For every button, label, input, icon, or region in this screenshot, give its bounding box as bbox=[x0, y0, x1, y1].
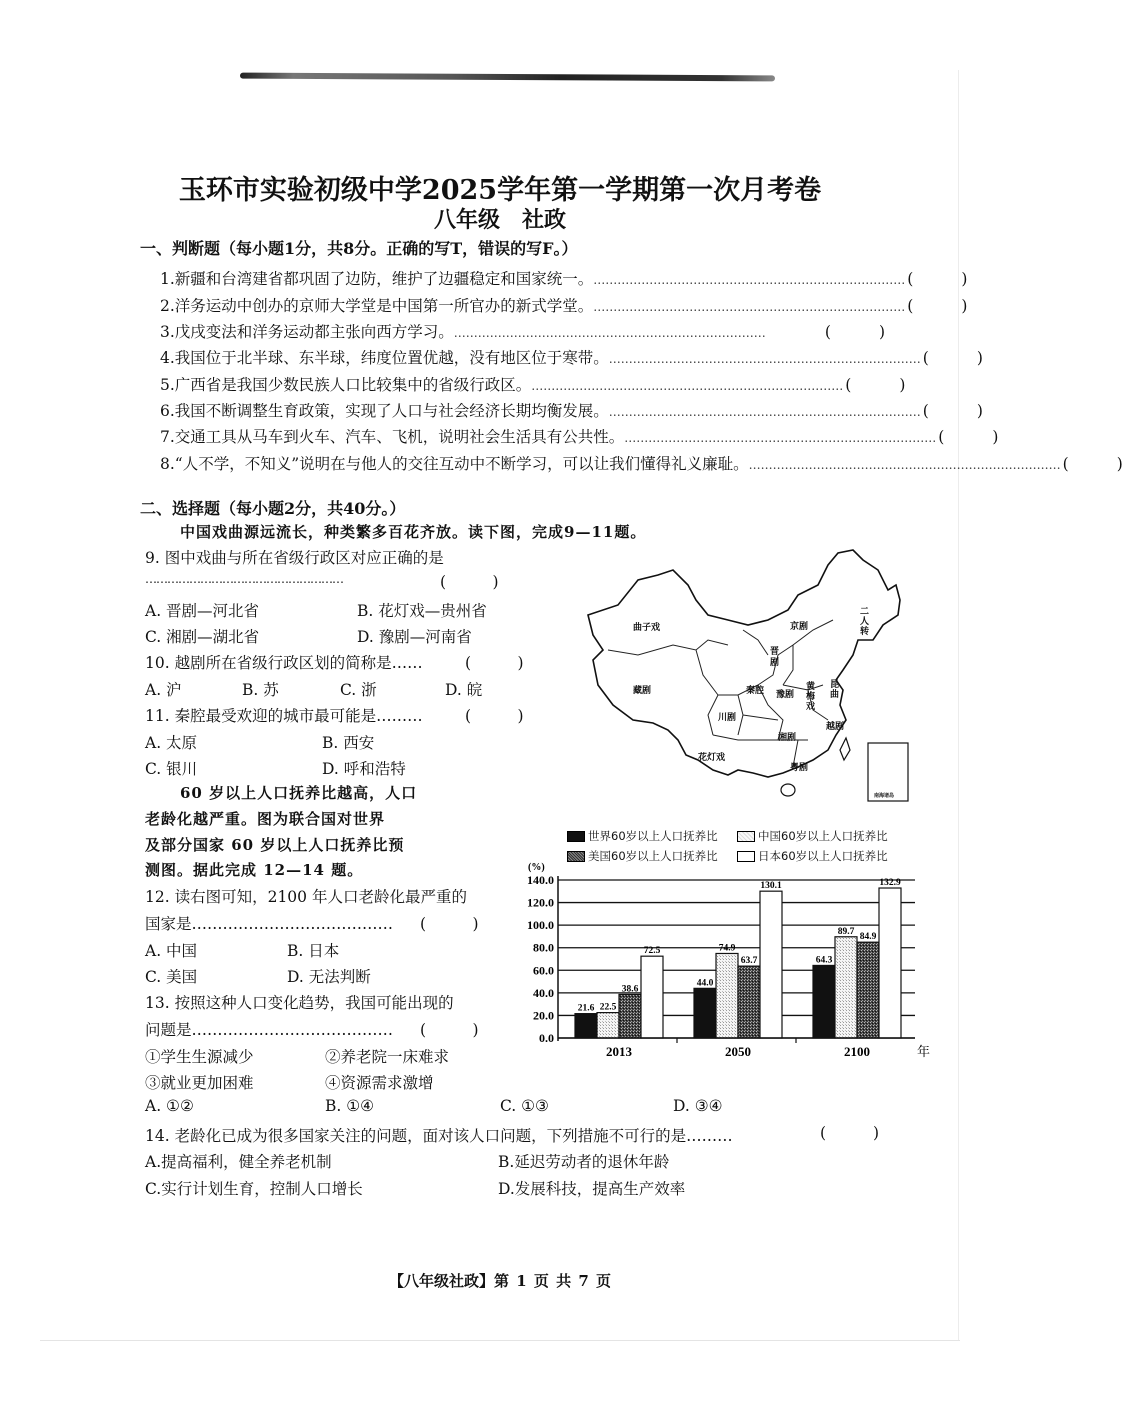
map-label-kunqu: 昆曲 bbox=[830, 680, 840, 700]
answer-paren-right: ) bbox=[961, 297, 968, 315]
map-label-quzixi: 曲子戏 bbox=[633, 623, 661, 633]
q9-option-d[interactable]: D. 豫剧—河南省 bbox=[357, 628, 472, 646]
bar-value-label: 64.3 bbox=[815, 955, 833, 966]
q14-option-b[interactable]: B.延迟劳动者的退休年龄 bbox=[498, 1153, 670, 1171]
intro-12-14-line1: 60 岁以上人口抚养比越高，人口 bbox=[180, 784, 418, 802]
item-text: 4.我国位于北半球、东半球，纬度位置优越，没有地区位于寒带。 bbox=[160, 349, 609, 367]
q12-option-d[interactable]: D. 无法判断 bbox=[287, 968, 371, 986]
item-text: 7.交通工具从马车到火车、汽车、飞机，说明社会生活具有公共性。 bbox=[160, 428, 625, 446]
q10-stem: 10. 越剧所在省级行政区划的简称是…… bbox=[145, 654, 423, 672]
item-text: 5.广西省是我国少数民族人口比较集中的省级行政区。 bbox=[160, 376, 532, 394]
legend-swatch-china bbox=[737, 831, 755, 842]
map-label-yueju-guangdong: 粤剧 bbox=[790, 763, 809, 773]
q13-option-c[interactable]: C. ①③ bbox=[500, 1097, 549, 1115]
answer-paren-left[interactable]: ( bbox=[1062, 455, 1069, 473]
bar-2-2050 bbox=[738, 966, 760, 1038]
y-axis-label: (%) bbox=[528, 862, 545, 873]
map-label-zangju: 藏剧 bbox=[633, 686, 652, 696]
leader-dots: …………………………………………………………………… bbox=[748, 458, 1061, 472]
true-false-item bbox=[160, 267, 968, 289]
bar-value-label: 74.9 bbox=[718, 943, 736, 954]
bar-1-2013 bbox=[597, 1013, 619, 1038]
q13-stem-line2: 问题是………………………………… bbox=[145, 1021, 394, 1039]
bar-1-2050 bbox=[716, 953, 738, 1038]
q9-stem: 9. 图中戏曲与所在省级行政区对应正确的是 bbox=[145, 549, 444, 567]
true-false-item bbox=[160, 320, 885, 342]
q14-answer-paren-left[interactable]: ( bbox=[820, 1124, 827, 1142]
q13-statement-1: ①学生生源减少 bbox=[145, 1048, 254, 1066]
q13-option-a[interactable]: A. ①② bbox=[145, 1097, 194, 1115]
y-tick-label: 140.0 bbox=[527, 873, 554, 887]
bar-0-2050 bbox=[694, 988, 716, 1038]
true-false-item bbox=[160, 346, 983, 368]
map-label-huadengxi: 花灯戏 bbox=[698, 753, 726, 763]
q13-statement-2: ②养老院一床难求 bbox=[325, 1048, 450, 1066]
answer-paren-left[interactable]: ( bbox=[922, 402, 929, 420]
x-tick-label: 2050 bbox=[725, 1044, 751, 1059]
intro-12-14-line4: 测图。据此完成 12—14 题。 bbox=[145, 861, 364, 879]
q11-option-b[interactable]: B. 西安 bbox=[322, 734, 375, 752]
leader-dots: …………………………………………………………………… bbox=[608, 405, 921, 419]
y-tick-label: 0.0 bbox=[539, 1031, 554, 1045]
q9-answer-paren[interactable]: ( ) bbox=[440, 573, 499, 591]
q12-option-c[interactable]: C. 美国 bbox=[145, 968, 198, 986]
q11-option-a[interactable]: A. 太原 bbox=[145, 734, 198, 752]
bar-value-label: 21.6 bbox=[577, 1003, 595, 1014]
intro-9-11: 中国戏曲源远流长，种类繁多百花齐放。读下图，完成9—11题。 bbox=[180, 523, 647, 541]
true-false-item bbox=[160, 373, 906, 395]
y-tick-label: 20.0 bbox=[533, 1008, 554, 1023]
q10-option-a[interactable]: A. 沪 bbox=[145, 681, 182, 699]
leader-dots: …………………………………………………………………… bbox=[624, 431, 937, 445]
answer-paren-right: ) bbox=[992, 428, 999, 446]
leader-dots: …………………………………………………………………… bbox=[453, 326, 766, 340]
q12-option-b[interactable]: B. 日本 bbox=[287, 942, 340, 960]
legend-label-china: 中国60岁以上人口抚养比 bbox=[758, 829, 888, 843]
map-label-chuanju: 川剧 bbox=[718, 713, 737, 723]
page-footer: 【八年级社政】第 1 页 共 7 页 bbox=[389, 1272, 611, 1290]
q13-answer-paren[interactable]: ( ) bbox=[420, 1021, 479, 1039]
q10-option-d[interactable]: D. 皖 bbox=[445, 681, 483, 699]
true-false-item bbox=[160, 294, 968, 316]
legend-item-china bbox=[737, 828, 888, 844]
bar-2-2013 bbox=[619, 994, 641, 1038]
q10-answer-paren[interactable]: ( ) bbox=[465, 654, 524, 672]
true-false-item bbox=[160, 425, 999, 447]
answer-paren-right: ) bbox=[899, 376, 906, 394]
q14-option-a[interactable]: A.提高福利，健全养老机制 bbox=[145, 1153, 332, 1171]
q14-option-d[interactable]: D.发展科技，提高生产效率 bbox=[498, 1180, 686, 1198]
answer-paren-right: ) bbox=[961, 270, 968, 288]
q12-option-a[interactable]: A. 中国 bbox=[145, 942, 198, 960]
q9-option-a[interactable]: A. 晋剧—河北省 bbox=[145, 602, 260, 620]
answer-paren-left[interactable]: ( bbox=[845, 376, 852, 394]
q11-option-c[interactable]: C. 银川 bbox=[145, 760, 198, 778]
y-tick-label: 60.0 bbox=[533, 963, 554, 978]
bar-value-label: 84.9 bbox=[859, 932, 877, 943]
bar-value-label: 89.7 bbox=[837, 926, 855, 937]
legend-label-world: 世界60岁以上人口抚养比 bbox=[588, 829, 718, 843]
true-false-item bbox=[160, 452, 1123, 474]
q9-option-b[interactable]: B. 花灯戏—贵州省 bbox=[357, 602, 487, 620]
bar-value-label: 130.1 bbox=[760, 881, 782, 892]
q13-option-d[interactable]: D. ③④ bbox=[673, 1097, 723, 1115]
page-edge bbox=[40, 1340, 960, 1341]
map-label-qinqiang: 秦腔 bbox=[746, 686, 765, 696]
exam-title: 玉环市实验初级中学2025学年第一学期第一次月考卷 bbox=[178, 175, 822, 206]
y-tick-label: 100.0 bbox=[527, 918, 554, 933]
q10-option-c[interactable]: C. 浙 bbox=[340, 681, 377, 699]
q11-option-d[interactable]: D. 呼和浩特 bbox=[322, 760, 406, 778]
answer-paren-left[interactable]: ( bbox=[907, 270, 914, 288]
leader-dots: …………………………………………………………………… bbox=[608, 352, 921, 366]
true-false-item bbox=[160, 399, 983, 421]
china-map-outline bbox=[578, 545, 923, 807]
y-tick-label: 120.0 bbox=[527, 895, 554, 910]
q13-statement-3: ③就业更加困难 bbox=[145, 1074, 254, 1092]
bar-3-2013 bbox=[641, 956, 663, 1038]
scan-artifact bbox=[240, 73, 775, 82]
x-tick-label: 2100 bbox=[844, 1044, 870, 1059]
bar-value-label: 132.9 bbox=[879, 878, 901, 889]
map-label-huangmeixi: 黄梅戏 bbox=[806, 682, 816, 712]
answer-paren-left[interactable]: ( bbox=[907, 297, 914, 315]
china-opera-map bbox=[578, 545, 923, 807]
bar-0-2100 bbox=[813, 965, 835, 1038]
q10-option-b[interactable]: B. 苏 bbox=[242, 681, 279, 699]
bar-2-2100 bbox=[857, 942, 879, 1038]
map-label-errenzhuan: 二人转 bbox=[860, 607, 870, 637]
answer-paren-left[interactable]: ( bbox=[922, 349, 929, 367]
bar-value-label: 44.0 bbox=[696, 978, 714, 989]
page-edge bbox=[958, 70, 959, 1341]
dependency-ratio-chart bbox=[510, 860, 930, 1070]
bar-0-2013 bbox=[575, 1014, 597, 1038]
answer-paren-right: ) bbox=[976, 349, 983, 367]
map-label-xiangju: 湘剧 bbox=[778, 733, 797, 743]
q14-answer-paren-right: ) bbox=[873, 1124, 880, 1142]
x-tick-label: 2013 bbox=[606, 1044, 632, 1059]
answer-paren-left[interactable]: ( bbox=[824, 323, 831, 341]
leader-dots: …………………………………………………………………… bbox=[593, 300, 906, 314]
q14-stem: 14. 老龄化已成为很多国家关注的问题，面对该人口问题，下列措施不可行的是……… bbox=[145, 1127, 733, 1145]
item-text: 2.洋务运动中创办的京师大学堂是中国第一所官办的新式学堂。 bbox=[160, 297, 594, 315]
x-axis-label: 年 bbox=[917, 1045, 931, 1060]
item-text: 3.戊戌变法和洋务运动都主张向西方学习。 bbox=[160, 323, 454, 341]
leader-dots: …………………………………………………………………… bbox=[531, 379, 844, 393]
map-label-jingju: 京剧 bbox=[790, 622, 809, 632]
bar-value-label: 38.6 bbox=[621, 984, 639, 995]
map-label-yueju-zhejiang: 越剧 bbox=[826, 722, 845, 732]
q11-answer-paren[interactable]: ( ) bbox=[465, 707, 524, 725]
section1-heading: 一、判断题（每小题1分，共8分。正确的写T，错误的写F。） bbox=[140, 239, 578, 258]
chart-svg bbox=[510, 860, 930, 1070]
leader-dots: …………………………………………………………………… bbox=[593, 273, 906, 287]
q13-stem-line1: 13. 按照这种人口变化趋势，我国可能出现的 bbox=[145, 994, 454, 1012]
bar-3-2050 bbox=[760, 891, 782, 1038]
legend-item-world bbox=[567, 828, 718, 844]
map-inset-label: 南海诸岛 bbox=[874, 793, 895, 799]
q14-option-c[interactable]: C.实行计划生育，控制人口增长 bbox=[145, 1180, 363, 1198]
q9-dots: ……………………………………………… bbox=[145, 572, 343, 586]
y-tick-label: 40.0 bbox=[533, 985, 554, 1000]
map-label-jinju: 晋剧 bbox=[770, 647, 780, 668]
q12-stem-line1: 12. 读右图可知，2100 年人口老龄化最严重的 bbox=[145, 888, 467, 906]
legend-swatch-world bbox=[567, 831, 585, 842]
intro-12-14-line2: 老龄化越严重。图为联合国对世界 bbox=[145, 810, 386, 828]
y-tick-label: 80.0 bbox=[533, 940, 554, 955]
intro-12-14-line3: 及部分国家 60 岁以上人口抚养比预 bbox=[145, 836, 405, 854]
answer-paren-left[interactable]: ( bbox=[938, 428, 945, 446]
answer-paren-right: ) bbox=[1116, 455, 1123, 473]
q12-answer-paren[interactable]: ( ) bbox=[420, 915, 479, 933]
item-text: 6.我国不断调整生育政策，实现了人口与社会经济长期均衡发展。 bbox=[160, 402, 609, 420]
legend-label-japan: 日本60岁以上人口抚养比 bbox=[758, 849, 888, 863]
q11-stem: 11. 秦腔最受欢迎的城市最可能是……… bbox=[145, 707, 423, 725]
bar-value-label: 22.5 bbox=[599, 1002, 617, 1013]
exam-subtitle: 八年级 社政 bbox=[433, 207, 566, 233]
item-text: 8.“人不学，不知义”说明在与他人的交往互动中不断学习，可以让我们懂得礼义廉耻。 bbox=[160, 455, 749, 473]
bar-value-label: 72.5 bbox=[643, 946, 661, 957]
q12-stem-line2: 国家是………………………………… bbox=[145, 915, 394, 933]
item-text: 1.新疆和台湾建省都巩固了边防，维护了边疆稳定和国家统一。 bbox=[160, 270, 594, 288]
section2-heading: 二、选择题（每小题2分，共40分。） bbox=[140, 499, 406, 518]
bar-value-label: 63.7 bbox=[740, 956, 758, 967]
legend-label-usa: 美国60岁以上人口抚养比 bbox=[588, 849, 718, 863]
answer-paren-right: ) bbox=[976, 402, 983, 420]
map-label-yuju: 豫剧 bbox=[776, 690, 795, 700]
q13-option-b[interactable]: B. ①④ bbox=[325, 1097, 375, 1115]
bar-3-2100 bbox=[879, 888, 901, 1038]
q13-statement-4: ④资源需求激增 bbox=[325, 1074, 434, 1092]
answer-paren-right: ) bbox=[878, 323, 885, 341]
q9-option-c[interactable]: C. 湘剧—湖北省 bbox=[145, 628, 260, 646]
bar-1-2100 bbox=[835, 937, 857, 1038]
